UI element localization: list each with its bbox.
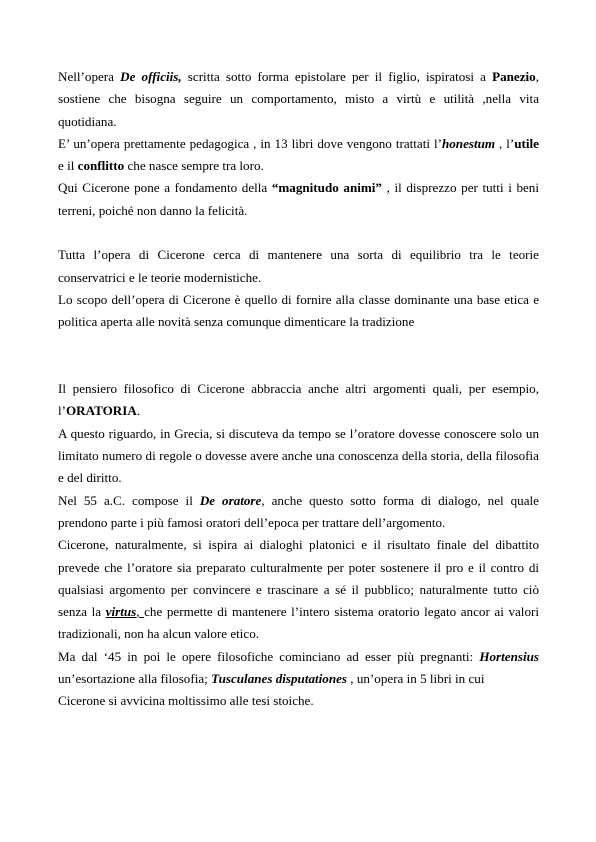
text-run: , l’ [495,135,515,151]
paragraph-spacer [58,334,539,379]
name-panezio: Panezio [492,69,536,84]
paragraph-dialoghi-platonici [58,534,539,645]
text-run: , il disprezzo per tutti i beni terreni, poiché non danno la felicità. [58,180,539,218]
paragraph-spacer [58,222,539,244]
paragraph-opere-filosofiche [58,646,539,713]
paragraph-scopo: Lo scopo dell’opera di Cicerone è quello di fornire alla classe dominante una base etica e politica aperta alle novità senza comunque dimenticare la tradizione [58,291,539,330]
text-run: , anche questo sotto forma di dialogo, nel quale prendono parte i più famosi oratori dell’epoca per trattare dell’argomento. [58,492,539,530]
term-magnitudo-animi: “magnitudo animi” [271,180,382,196]
text-run: un’esortazione alla filosofia; [58,671,212,687]
text-run: Cicerone, naturalmente, si ispira ai dialoghi platonici e il risultato finale del dibattito prevede che l’oratore sia preparato culturalmente per poter sostenere il pro e il contro di qualsiasi argomento per convincere e trascinare a sé il pubblico; naturalmente tutto ciò senza la [58,537,539,620]
text-run: E’ un’opera prettamente pedagogica , in 13 libri dove vengono trattati l’ [58,135,442,151]
text-run: Ma dal ‘45 in poi le opere filosofiche cominciano ad esser più pregnanti: [58,648,480,664]
text-run: , sostiene che bisogna seguire un comportamento, misto a virtù e utilità ,nella vita quotidiana. [58,69,539,129]
paragraph-grecia: A questo riguardo, in Grecia, si discuteva da tempo se l’oratore dovesse conoscere solo un limitato numero di regole o dovesse avere anche una conoscenza della storia, della filosofia e del diritto. [58,425,539,486]
paragraph-magnitudo-animi [58,177,539,222]
text-run: che nasce sempre tra loro. [124,158,264,174]
term-oratoria: ORATORIA [66,403,137,419]
paragraph-equilibrio: Tutta l’opera di Cicerone cerca di mantenere una sorta di equilibrio tra le teorie conservatrici e le teorie modernistiche. [58,247,539,285]
term-virtus: virtus [105,604,137,620]
paragraph-opera-pedagogica [58,133,539,178]
text-run: scritta sotto forma epistolare per il figlio, ispiratosi a [181,69,493,84]
document-body [58,66,539,713]
text-run: Nel 55 a.C. compose il [58,492,200,508]
work-title-tusculanes: Tusculanes disputationes [211,671,348,687]
term-conflitto: conflitto [77,158,125,174]
term-utile: utile [514,135,539,151]
work-title-de-officiis: De officiis, [120,69,182,84]
paragraph-de-oratore [58,490,539,535]
paragraph-de-officiis [58,66,539,133]
text-run: che permette di mantenere l’intero sistema oratorio legato ancor ai valori tradizionali, non ha alcun valore etico. [58,604,539,642]
text-run: Il pensiero filosofico di Cicerone abbraccia anche altri argomenti quali, per esempio, l’ [58,381,539,419]
text-run: . [136,403,141,419]
term-honestum: honestum [441,135,496,151]
text-run: Nell’opera [58,69,121,84]
paragraph-pensiero-filosofico [58,378,539,423]
text-run: e il [58,158,78,174]
work-title-de-oratore: De oratore [199,492,262,508]
text-run: , un’opera in 5 libri in cui [347,671,485,687]
text-run: Qui Cicerone pone a fondamento della [58,180,272,196]
text-run: , [136,604,145,620]
text-run: Cicerone si avvicina moltissimo alle tesi stoiche. [58,693,314,709]
work-title-hortensius: Hortensius [479,648,539,664]
